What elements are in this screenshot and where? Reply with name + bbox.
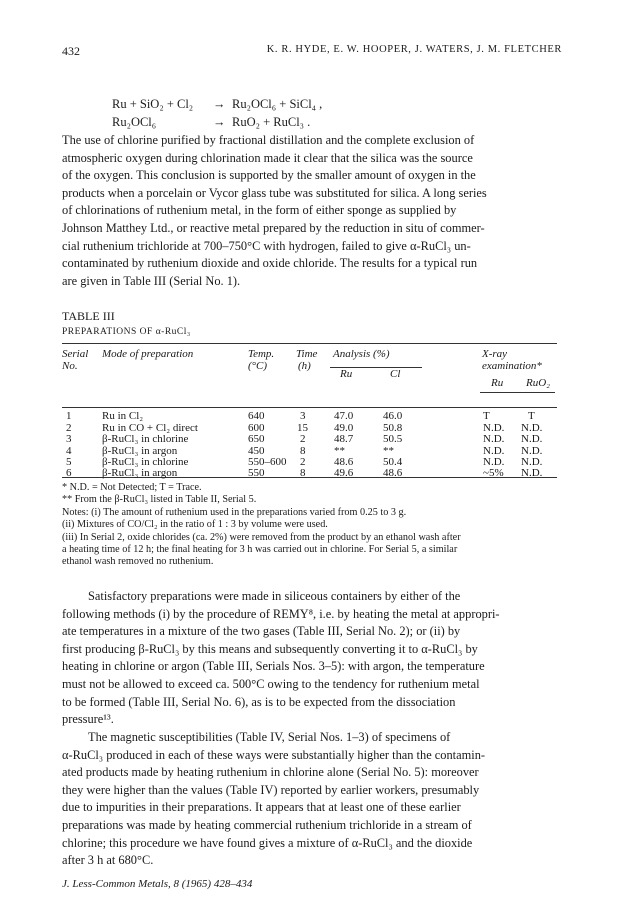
cell-xray-ru: N.D. bbox=[483, 421, 505, 434]
cell-time: 8 bbox=[300, 467, 306, 479]
cell-temp: 600 bbox=[248, 421, 265, 434]
text-line: pressure¹³. bbox=[62, 712, 114, 727]
col-header-ru: Ru bbox=[340, 368, 353, 380]
journal-footer: J. Less-Common Metals, 8 (1965) 428–434 bbox=[62, 878, 253, 890]
note-line: (ii) Mixtures of CO/Cl₂ in the ratio of 1 : 3 by volume were used. bbox=[62, 519, 328, 531]
text-line: contaminated by ruthenium dioxide and oxide chloride. The results for a typical run bbox=[62, 256, 478, 271]
paragraph-1 bbox=[62, 132, 562, 290]
text-line: first producing β-RuCl₃ by this means and subsequently converting it to α-RuCl₃ by bbox=[62, 641, 478, 656]
text-line: of chlorinations of ruthenium metal, in the form of either sponge as supplied by bbox=[62, 203, 457, 218]
cell-temp: 640 bbox=[248, 410, 265, 422]
text-line: are given in Table III (Serial No. 1). bbox=[62, 273, 241, 288]
col-header-analysis: Analysis (%) bbox=[333, 348, 390, 360]
cell-mode: β-RuCl₃ in argon bbox=[102, 444, 178, 457]
cell-time: 2 bbox=[300, 456, 306, 468]
cell-cl: 50.4 bbox=[383, 456, 403, 468]
cell-xray-ruo2: N.D. bbox=[521, 456, 543, 468]
cell-serial: 1 bbox=[66, 410, 72, 422]
cell-ru: 49.0 bbox=[334, 421, 354, 434]
note-line: a heating time of 12 h; the final heating for 3 h was carried out in chlorine. For Serial 5, a similar bbox=[62, 544, 458, 556]
cell-time: 2 bbox=[300, 433, 306, 445]
cell-serial: 6 bbox=[66, 467, 72, 479]
col-header-temp-unit: (°C) bbox=[248, 360, 268, 372]
cell-ru: ** bbox=[334, 444, 345, 457]
text-line: of the oxygen. This conclusion is supported by the smaller amount of oxygen in the bbox=[62, 168, 476, 183]
cell-mode: β-RuCl₃ in chlorine bbox=[102, 456, 189, 468]
cell-xray-ruo2: T bbox=[528, 410, 535, 422]
cell-temp: 450 bbox=[248, 444, 265, 457]
table-header-rule bbox=[62, 407, 557, 408]
xray-subrule bbox=[480, 392, 555, 393]
text-line: chlorine; this procedure we have found gives a mixture of α-RuCl₃ and the dioxide bbox=[62, 835, 473, 850]
cell-xray-ru: N.D. bbox=[483, 456, 505, 468]
note-line: * N.D. = Not Detected; T = Trace. bbox=[62, 482, 202, 493]
col-header-time: Time bbox=[296, 348, 318, 360]
cell-cl: 46.0 bbox=[383, 410, 403, 422]
text-line: cial ruthenium trichloride at 700–750°C with hydrogen, failed to give α-RuCl₃ un- bbox=[62, 238, 471, 253]
cell-time: 15 bbox=[297, 421, 308, 434]
text-line: after 3 h at 680°C. bbox=[62, 853, 154, 868]
col-header-serial: Serial bbox=[62, 348, 89, 360]
cell-mode: Ru in CO + Cl₂ direct bbox=[102, 421, 198, 434]
cell-serial: 5 bbox=[66, 456, 72, 468]
cell-ru: 47.0 bbox=[334, 410, 354, 422]
note-line: (iii) In Serial 2, oxide chlorides (ca. 2%) were removed from the product by an ethanol wash after bbox=[62, 531, 461, 543]
text-line: The use of chlorine purified by fractional distillation and the complete exclusion of bbox=[62, 133, 475, 147]
text-line: α-RuCl₃ produced in each of these ways were substantially higher than the contamin- bbox=[62, 747, 486, 762]
text-line: products when a porcelain or Vycor glass tube was substituted for silica. A long series bbox=[62, 185, 487, 200]
text-line: Satisfactory preparations were made in siliceous containers by either of the bbox=[88, 589, 461, 603]
equation-2-left: Ru₂OCl₆ bbox=[112, 115, 157, 129]
cell-ru: 48.6 bbox=[334, 456, 354, 468]
col-header-temp: Temp. bbox=[248, 348, 275, 360]
text-line: atmospheric oxygen during chlorination made it clear that the silica was the source bbox=[62, 150, 473, 165]
col-header-mode: Mode of preparation bbox=[102, 348, 194, 360]
cell-serial: 2 bbox=[66, 421, 72, 434]
text-line: due to impurities in their preparations. It appears that at least one of these earlier bbox=[62, 800, 461, 815]
cell-serial: 3 bbox=[66, 433, 72, 445]
cell-ru: 49.6 bbox=[334, 467, 354, 479]
equation-1-arrow: → bbox=[213, 97, 226, 111]
cell-temp: 550 bbox=[248, 467, 265, 479]
cell-ru: 48.7 bbox=[334, 433, 354, 445]
text-line: to be formed (Table III, Serial No. 6), as is to be expected from the dissociation bbox=[62, 694, 456, 709]
cell-cl: 48.6 bbox=[383, 467, 403, 479]
equation-1-right: Ru₂OCl₆ + SiCl₄ , bbox=[232, 97, 323, 111]
text-line: The magnetic susceptibilities (Table IV, Serial Nos. 1–3) of specimens of bbox=[88, 730, 451, 744]
note-line: ethanol wash removed no ruthenium. bbox=[62, 556, 214, 568]
cell-xray-ruo2: N.D. bbox=[521, 467, 543, 479]
col-header-xray: X-ray bbox=[482, 348, 508, 360]
cell-time: 8 bbox=[300, 444, 306, 457]
cell-mode: β-RuCl₃ in argon bbox=[102, 467, 178, 479]
cell-mode: β-RuCl₃ in chlorine bbox=[102, 433, 189, 445]
table-top-rule bbox=[62, 343, 557, 344]
cell-xray-ruo2: N.D. bbox=[521, 444, 543, 457]
cell-xray-ruo2: N.D. bbox=[521, 421, 543, 434]
cell-xray-ru: ~5% bbox=[483, 467, 504, 479]
cell-xray-ru: N.D. bbox=[483, 433, 505, 445]
page-number: 432 bbox=[62, 44, 80, 58]
paragraph-2 bbox=[62, 588, 562, 729]
text-line: preparations was made by heating commercial ruthenium trichloride in a stream of bbox=[62, 817, 472, 832]
cell-cl: ** bbox=[383, 444, 394, 457]
text-line: Johnson Matthey Ltd., or reactive metal prepared by the reduction in situ of commer- bbox=[62, 220, 485, 235]
table-title: TABLE III bbox=[62, 309, 115, 323]
cell-mode: Ru in Cl₂ bbox=[102, 410, 144, 422]
text-line: ate temperatures in a mixture of the two gases (Table III, Serial No. 2); or (ii) by bbox=[62, 624, 461, 639]
cell-cl: 50.5 bbox=[383, 433, 403, 445]
text-line: heating in chlorine or argon (Table III, Serials Nos. 3–5): with argon, the temperature bbox=[62, 659, 485, 674]
col-header-xray-ru: Ru bbox=[491, 377, 504, 389]
note-line: ** From the β-RuCl₃ listed in Table II, Serial 5. bbox=[62, 494, 257, 506]
text-line: ated products made by heating ruthenium in chlorine alone (Serial No. 5): moreover bbox=[62, 765, 479, 780]
table-notes bbox=[62, 482, 557, 569]
paragraph-3 bbox=[62, 729, 562, 870]
equation-1-left: Ru + SiO₂ + Cl₂ bbox=[112, 97, 194, 111]
equation-2-right: RuO₂ + RuCl₃ . bbox=[232, 115, 311, 129]
col-header-xray-ruo2: RuO₂ bbox=[526, 377, 550, 389]
cell-cl: 50.8 bbox=[383, 421, 403, 434]
col-header-time-unit: (h) bbox=[298, 360, 311, 372]
cell-xray-ru: T bbox=[483, 410, 490, 422]
cell-xray-ruo2: N.D. bbox=[521, 433, 543, 445]
col-header-xray-exam: examination* bbox=[482, 360, 542, 372]
cell-temp: 550–600 bbox=[248, 456, 287, 468]
col-header-serial-no: No. bbox=[62, 360, 78, 372]
author-line: K. R. HYDE, E. W. HOOPER, J. WATERS, J. M. FLETCHER bbox=[266, 44, 562, 55]
equation-2-arrow: → bbox=[213, 115, 226, 129]
text-line: following methods (i) by the procedure of REMY⁸, i.e. by heating the metal at appropri- bbox=[62, 606, 500, 621]
cell-serial: 4 bbox=[66, 444, 72, 457]
cell-temp: 650 bbox=[248, 433, 265, 445]
note-line: Notes: (i) The amount of ruthenium used in the preparations varied from 0.25 to 3 g. bbox=[62, 506, 407, 518]
text-line: must not be allowed to exceed ca. 500°C owing to the tendency for ruthenium metal bbox=[62, 676, 480, 691]
cell-time: 3 bbox=[300, 410, 306, 422]
running-header bbox=[62, 44, 562, 62]
col-header-cl: Cl bbox=[390, 368, 401, 380]
text-line: they were higher than the values (Table IV) reported by earlier workers, presumably bbox=[62, 782, 480, 797]
cell-xray-ru: N.D. bbox=[483, 444, 505, 457]
table-subtitle: PREPARATIONS OF α-RuCl₃ bbox=[62, 327, 191, 337]
